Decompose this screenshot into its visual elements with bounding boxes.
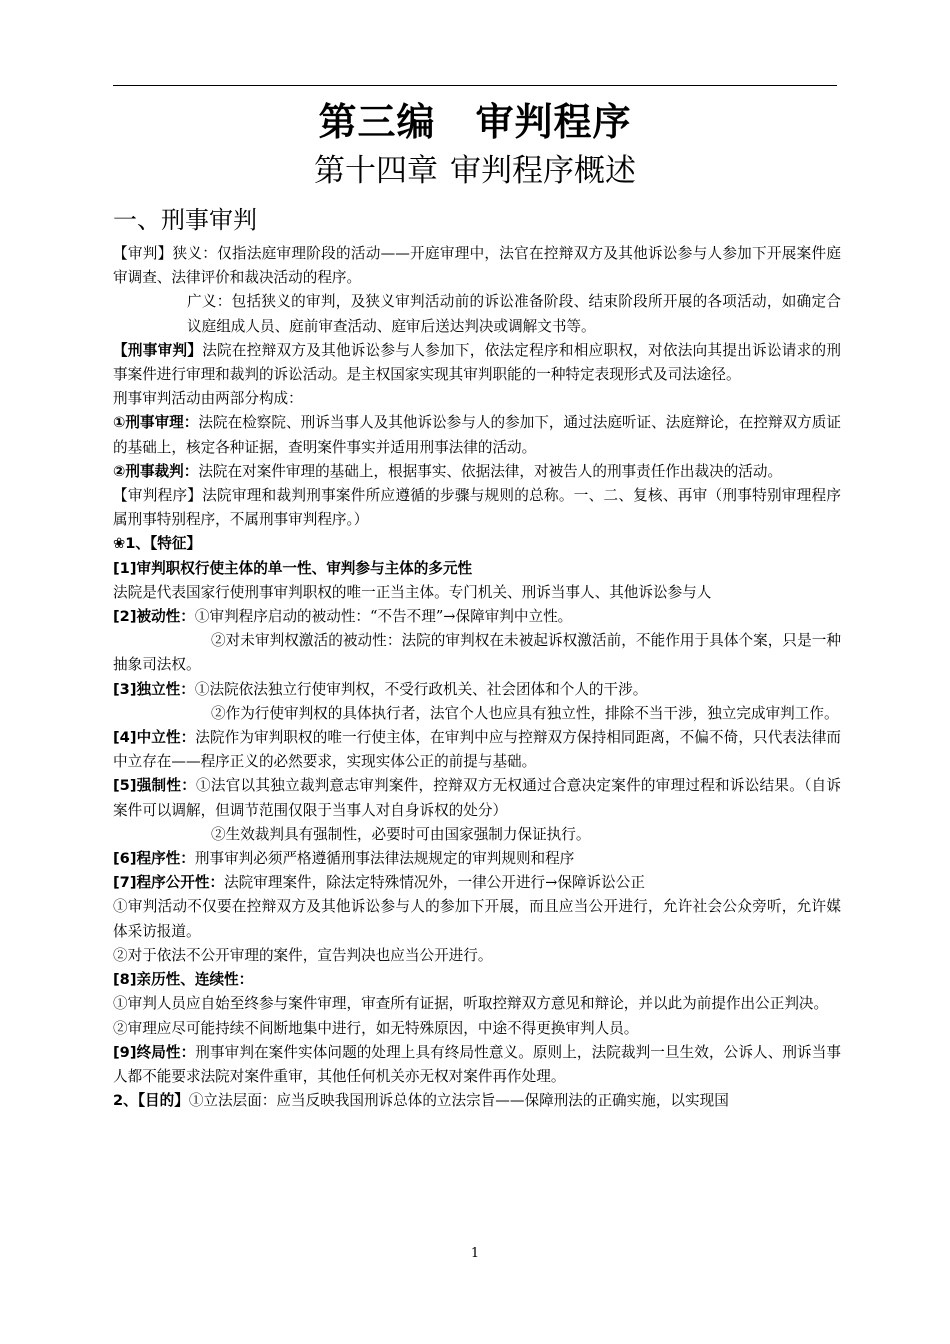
- paragraph: ②对于依法不公开审理的案件，宣告判决也应当公开进行。: [113, 946, 493, 964]
- page-number: 1: [470, 1246, 480, 1261]
- paragraph: [1]审判职权行使主体的单一性、审判参与主体的多元性: [113, 559, 473, 577]
- paragraph: [3]独立性：①法院依法独立行使审判权，不受行政机关、社会团体和个人的干涉。: [113, 680, 648, 698]
- paragraph: ❀1、【特征】: [113, 535, 202, 553]
- document-body: [113, 242, 841, 1113]
- section-title: 一、刑事审判: [113, 206, 257, 234]
- paragraph: 广义：包括狭义的审判，及狭义审判活动前的诉讼准备阶段、结束阶段所开展的各项活动，如确定合议庭组成人员、庭前审查活动、庭审后送达判决或调解文书等。: [187, 293, 841, 335]
- part-title: [113, 96, 837, 148]
- paragraph: [9]终局性：刑事审判在案件实体问题的处理上具有终局性意义。原则上，法院裁判一旦生效，公诉人、刑诉当事人都不能要求法院对案件重审，其他任何机关亦无权对案件再作处理。: [113, 1043, 841, 1085]
- paragraph: 【刑事审判】法院在控辩双方及其他诉讼参与人参加下，依法定程序和相应职权，对依法向其提出诉讼请求的刑事案件进行审理和裁判的诉讼活动。是主权国家实现其审判职能的一种特定表现形式及司法途径。: [113, 341, 841, 384]
- paragraph: [2]被动性：①审判程序启动的被动性：“不告不理”→保障审判中立性。: [113, 608, 573, 626]
- part-number: 第三编: [318, 100, 436, 144]
- paragraph: ②审理应尽可能持续不间断地集中进行，如无特殊原因，中途不得更换审判人员。: [113, 1019, 639, 1037]
- paragraph: 【审判程序】法院审理和裁判刑事案件所应遵循的步骤与规则的总称。一、二、复核、再审（刑事特别审理程序属刑事特别程序，不属刑事审判程序。）: [113, 487, 841, 529]
- chapter-number: 第十四章: [314, 153, 438, 189]
- paragraph: 2、【目的】①立法层面：应当反映我国刑诉总体的立法宗旨——保障刑法的正确实施，以实现国: [113, 1092, 729, 1110]
- paragraph: ②对未审判权激活的被动性：法院的审判权在未被起诉权激活前，不能作用于具体个案，只是一种抽象司法权。: [113, 632, 841, 674]
- paragraph: ①刑事审理：法院在检察院、刑诉当事人及其他诉讼参与人的参加下，通过法庭听证、法庭辩论，在控辩双方质证的基础上，核定各种证据，查明案件事实并适用刑事法律的活动。: [113, 414, 841, 456]
- paragraph: ②刑事裁判：法院在对案件审理的基础上，根据事实、依据法律，对被告人的刑事责任作出裁决的活动。: [113, 462, 783, 480]
- paragraph: [5]强制性：①法官以其独立裁判意志审判案件，控辩双方无权通过合意决定案件的审理过程和诉讼结果。（自诉案件可以调解，但调节范围仅限于当事人对自身诉权的处分）: [113, 777, 841, 819]
- paragraph: ①审判活动不仅要在控辩双方及其他诉讼参与人的参加下开展，而且应当公开进行，允许社会公众旁听，允许媒体采访报道。: [113, 898, 841, 940]
- paragraph: [8]亲历性、连续性：: [113, 971, 254, 989]
- part-name: 审判程序: [475, 100, 632, 144]
- paragraph: ②生效裁判具有强制性，必要时可由国家强制力保证执行。: [211, 825, 591, 843]
- paragraph: ①审判人员应自始至终参与案件审理，审查所有证据，听取控辩双方意见和辩论，并以此为前提作出公正判决。: [113, 995, 829, 1013]
- chapter-name: 审判程序概述: [450, 153, 636, 189]
- paragraph: 【审判】狭义：仅指法庭审理阶段的活动——开庭审理中，法官在控辩双方及其他诉讼参与人参加下开展案件庭审调查、法律评价和裁决活动的程序。: [113, 245, 841, 287]
- paragraph: [7]程序公开性：法院审理案件，除法定特殊情况外，一律公开进行→保障诉讼公正: [113, 874, 645, 892]
- paragraph: 刑事审判活动由两部分构成：: [113, 390, 303, 408]
- header-rule: [113, 85, 837, 86]
- paragraph: [4]中立性：法院作为审判职权的唯一行使主体，在审判中应与控辩双方保持相同距离，不偏不倚，只代表法律而中立存在——程序正义的必然要求，实现实体公正的前提与基础。: [113, 729, 841, 771]
- paragraph: 法院是代表国家行使刑事审判职权的唯一正当主体。专门机关、刑诉当事人、其他诉讼参与人: [113, 583, 712, 601]
- chapter-title: [113, 150, 837, 192]
- paragraph: [6]程序性：刑事审判必须严格遵循刑事法律法规规定的审判规则和程序: [113, 850, 575, 868]
- paragraph: ②作为行使审判权的具体执行者，法官个人也应具有独立性，排除不当干涉，独立完成审判工作。: [211, 704, 839, 722]
